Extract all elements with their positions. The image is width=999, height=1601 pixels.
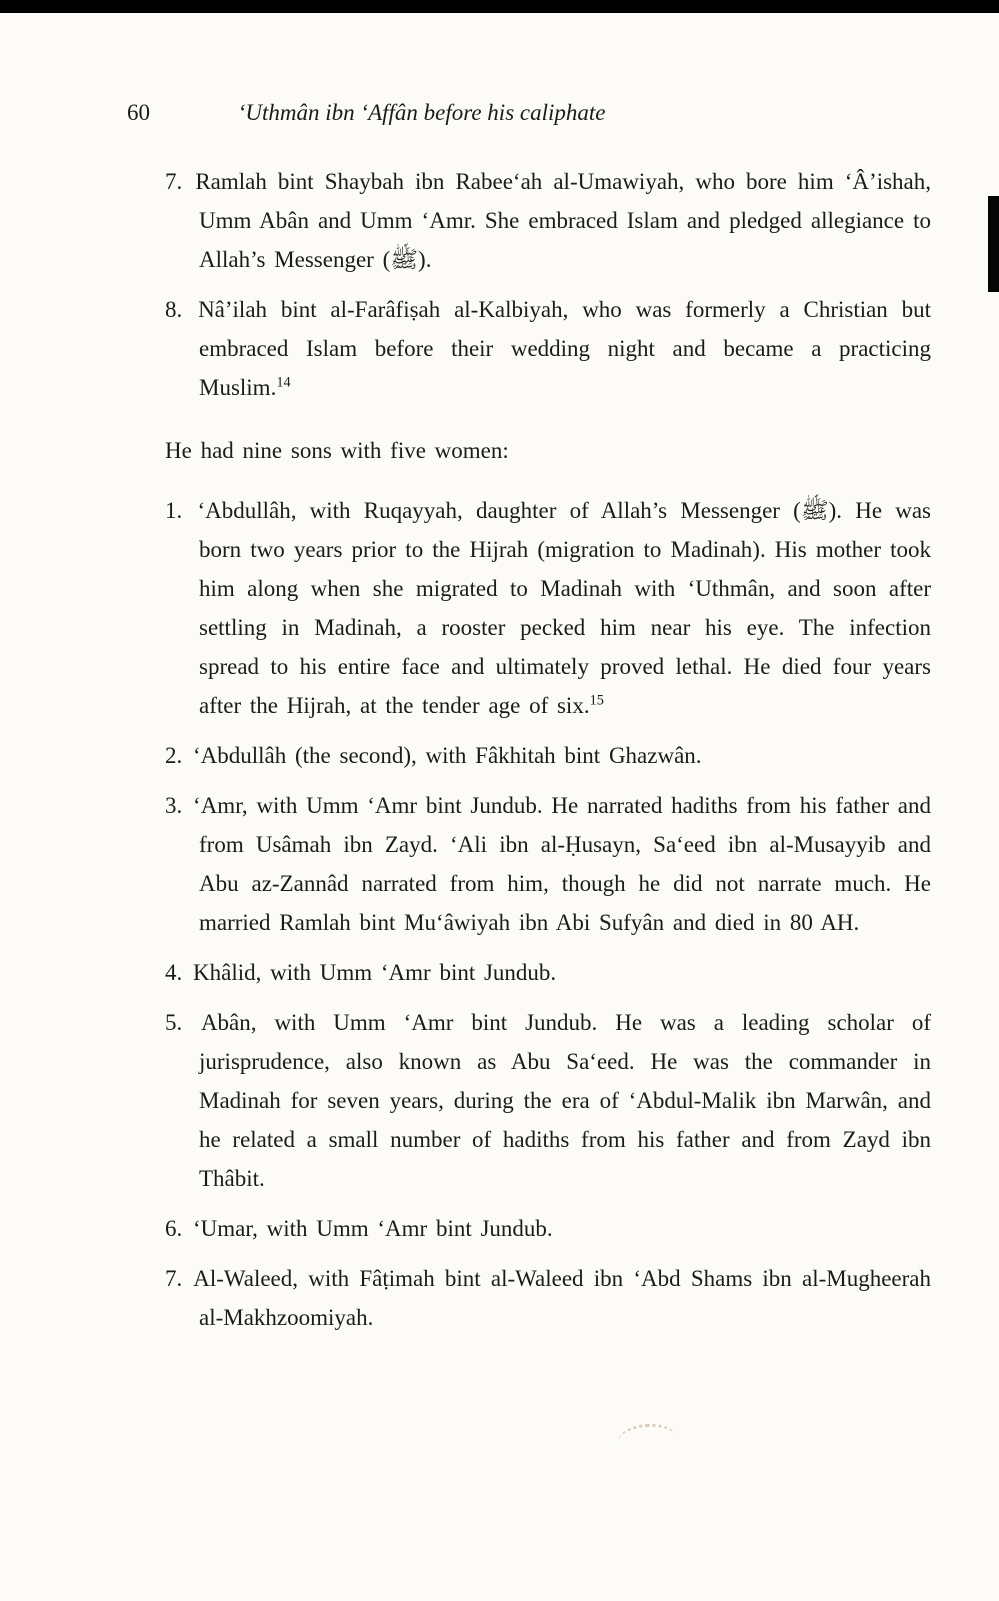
list-text: Nâ’ilah bint al-Farâfiṣah al-Kalbiyah, who was formerly a Christian but embraced Islam before their wedding night and became a practicing Muslim. — [198, 297, 932, 400]
list-number: 4. — [165, 960, 183, 985]
footnote-ref: 14 — [276, 374, 291, 391]
list-item-son-5 — [165, 1003, 931, 1198]
list-item-wife-7 — [165, 162, 931, 279]
page-body — [165, 162, 931, 1348]
list-number: 7. — [165, 169, 183, 194]
list-text: Ramlah bint Shaybah ibn Rabee‘ah al-Umawiyah, who bore him ‘Â’ishah, Umm Abân and Umm ‘Amr. She embraced Islam and pledged allegiance to Allah’s Messenger (ﷺ). — [195, 169, 931, 272]
list-item-wife-8 — [165, 290, 931, 407]
list-number: 2. — [165, 743, 183, 768]
list-text: Khâlid, with Umm ‘Amr bint Jundub. — [193, 960, 557, 985]
list-text: ‘Abdullâh, with Ruqayyah, daughter of Allah’s Messenger (ﷺ). He was born two years prior to the Hijrah (migration to Madinah). His mother took him along when she migrated to Madinah with ‘Uthmân, and soon after settling in Madinah, a rooster pecked him near his eye. The infection spread to his entire face and ultimately proved lethal. He died four years after the Hijrah, at the tender age of six. — [197, 498, 932, 718]
footnote-ref: 15 — [589, 692, 604, 709]
list-item-son-4 — [165, 953, 931, 992]
list-item-son-6 — [165, 1209, 931, 1248]
list-text: ‘Umar, with Umm ‘Amr bint Jundub. — [193, 1216, 553, 1241]
list-item-son-2 — [165, 736, 931, 775]
list-number: 1. — [165, 498, 183, 523]
intro-paragraph: He had nine sons with five women: — [165, 438, 509, 463]
list-item-son-1 — [165, 491, 931, 725]
list-item-son-7 — [165, 1259, 931, 1337]
list-item-son-3 — [165, 786, 931, 942]
list-text: Abân, with Umm ‘Amr bint Jundub. He was a leading scholar of jurisprudence, also known as Abu Sa‘eed. He was the commander in Madinah for seven years, during the era of ‘Abdul-Malik ibn Marwân, and he related a small number of hadiths from his father and from Zayd ibn Thâbit. — [199, 1010, 932, 1191]
list-number: 5. — [165, 1010, 183, 1035]
page-header — [127, 98, 933, 128]
list-number: 3. — [165, 793, 183, 818]
list-text: Al-Waleed, with Fâṭimah bint al-Waleed ibn ‘Abd Shams ibn al-Mugheerah al-Makhzoomiyah. — [193, 1266, 931, 1330]
list-text: ‘Abdullâh (the second), with Fâkhitah bint Ghazwân. — [193, 743, 702, 768]
scan-smudge — [618, 1422, 677, 1441]
scan-artifact-right-strip — [988, 196, 999, 292]
list-number: 8. — [165, 297, 183, 322]
scan-artifact-top-bar — [0, 0, 999, 13]
running-title: ‘Uthmân ibn ‘Affân before his caliphate — [237, 100, 606, 125]
list-text: ‘Amr, with Umm ‘Amr bint Jundub. He narrated hadiths from his father and from Usâmah ibn Zayd. ‘Ali ibn al-Ḥusayn, Sa‘eed ibn al-Musayyib and Abu az-Zannâd narrated from him, though he did not narrate much. He married Ramlah bint Mu‘âwiyah ibn Abi Sufyân and died in 80 AH. — [193, 793, 932, 935]
page-number: 60 — [127, 100, 150, 125]
list-number: 7. — [165, 1266, 183, 1291]
list-number: 6. — [165, 1216, 183, 1241]
